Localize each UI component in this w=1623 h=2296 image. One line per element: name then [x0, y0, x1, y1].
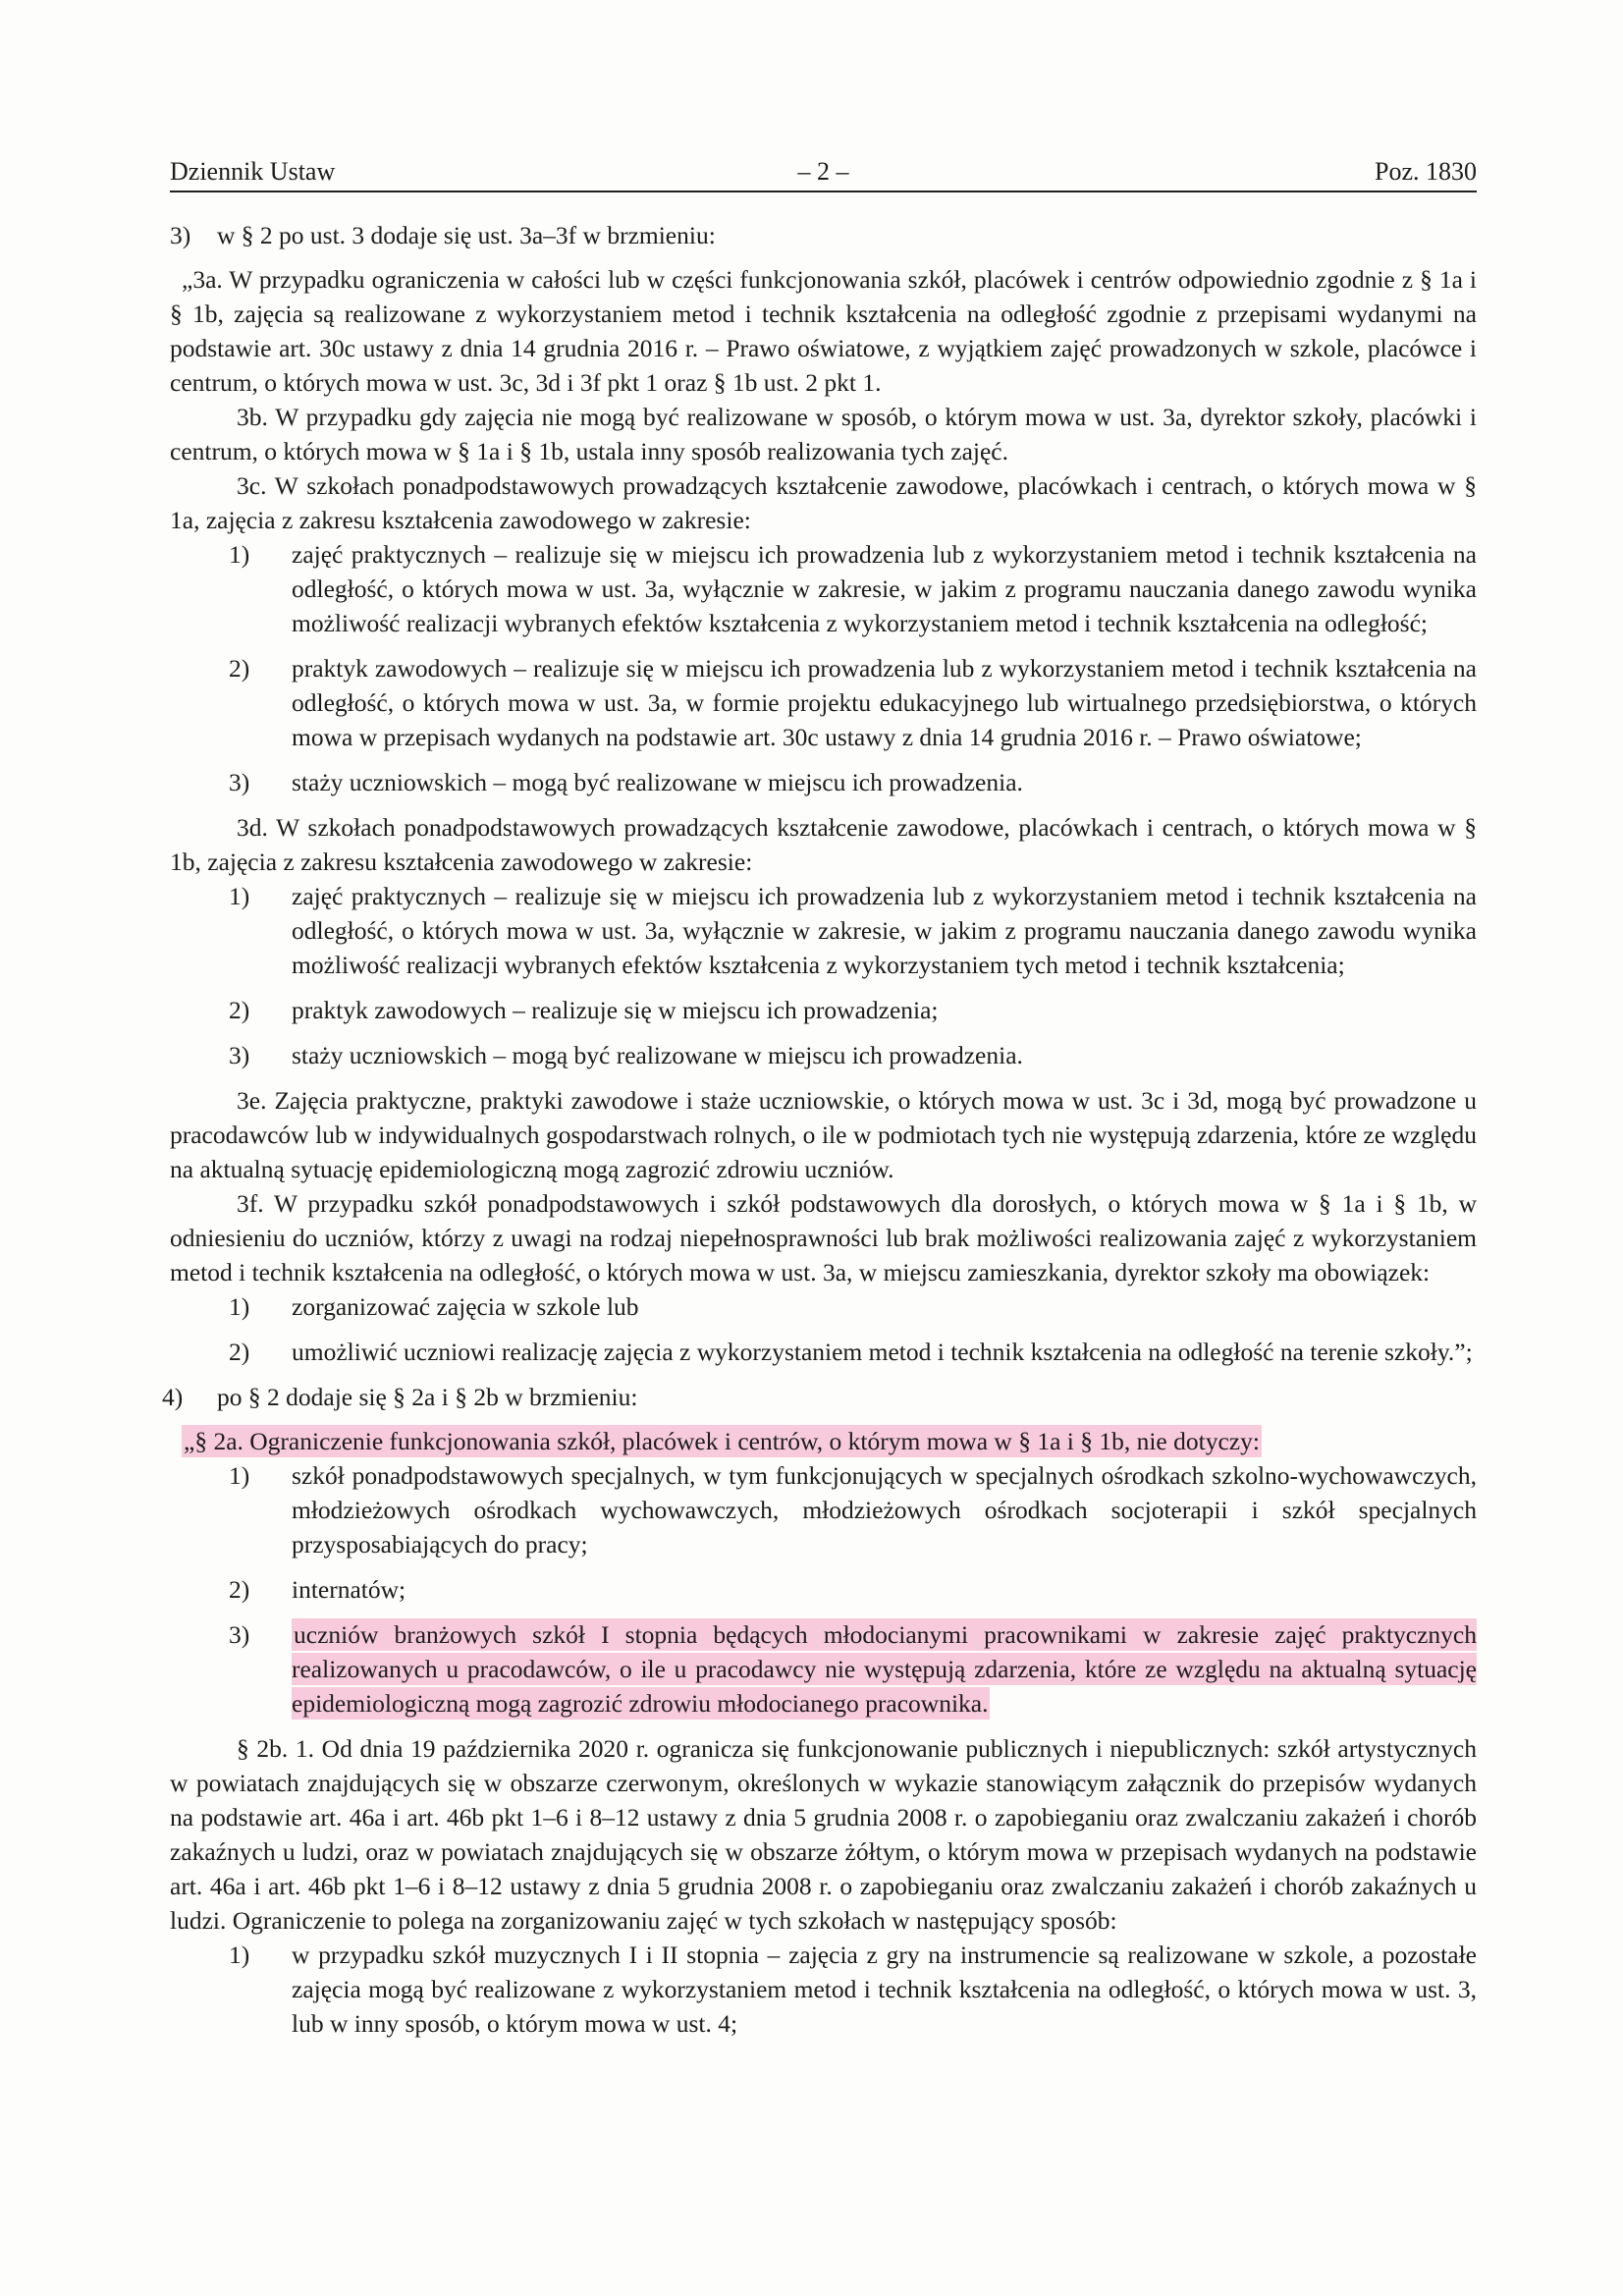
document-body	[162, 218, 1477, 2051]
list-item: 2) internatów;	[229, 1575, 406, 1604]
paragraph-3c: 3c. W szkołach ponadpodstawowych prowadzących kształcenie zawodowe, placówkach i centrach, o których mowa w § 1a, zajęcia z zakresu kształcenia zawodowego w zakresie:	[170, 471, 1477, 534]
position-number: Poz. 1830	[1375, 157, 1477, 186]
paragraph-3d: 3d. W szkołach ponadpodstawowych prowadzących kształcenie zawodowe, placówkach i centrach, o których mowa w § 1b, zajęcia z zakresu kształcenia zawodowego w zakresie:	[170, 813, 1477, 876]
list-item: 1) zajęć praktycznych – realizuje się w miejscu ich prowadzenia lub z wykorzystaniem metod i technik kształcenia na odległość, o których mowa w ust. 3a, wyłącznie w zakresie, w jakim z programu nauczania danego zawodu wynika możliwość realizacji wybranych efektów kształcenia z wykorzystaniem metod i technik kształcenia na odległość;	[229, 540, 1477, 637]
list-item: 3) staży uczniowskich – mogą być realizowane w miejscu ich prowadzenia.	[229, 768, 1023, 796]
list-item: 1) szkół ponadpodstawowych specjalnych, w tym funkcjonujących w specjalnych ośrodkach szkolno-wychowawczych, młodzieżowych ośrodkach wychowawczych, młodzieżowych ośrodkach socjoterapii i szkół specjalnych przysposabiających do pracy;	[229, 1461, 1477, 1558]
page-number: – 2 –	[797, 157, 849, 186]
page-header	[170, 151, 1477, 192]
item-3: 3) w § 2 po ust. 3 dodaje się ust. 3a–3f w brzmieniu:	[170, 221, 716, 249]
paragraph-2a	[170, 1424, 1477, 1458]
list-item: 1) zorganizować zajęcia w szkole lub	[229, 1292, 639, 1321]
paragraph-3a: „3a. W przypadku ograniczenia w całości lub w części funkcjonowania szkół, placówek i centrów odpowiednio zgodnie z § 1a i § 1b, zajęcia są realizowane z wykorzystaniem metod i technik kształcenia na odległość zgodnie z przepisami wydanymi na podstawie art. 30c ustawy z dnia 14 grudnia 2016 r. – Prawo oświatowe, z wyjątkiem zajęć prowadzonych w szkole, placówce i centrum, o których mowa w ust. 3c, 3d i 3f pkt 1 oraz § 1b ust. 2 pkt 1.	[170, 265, 1477, 397]
highlighted-text: uczniów branżowych szkół I stopnia będących młodocianymi pracownikami w zakresie zajęć praktycznych realizowanych u pracodawców, o ile u pracodawcy nie występują zdarzenia, które ze względu na aktualną sytuację epidemiologiczną mogą zagrozić zdrowiu młodocianego pracownika.	[292, 1620, 1477, 1718]
highlighted-text: „§ 2a. Ograniczenie funkcjonowania szkół, placówek i centrów, o którym mowa w § 1a i § 1b, nie dotyczy:	[184, 1427, 1260, 1455]
item-4: 4) po § 2 dodaje się § 2a i § 2b w brzmieniu:	[162, 1383, 638, 1411]
list-item: 2) praktyk zawodowych – realizuje się w miejscu ich prowadzenia lub z wykorzystaniem metod i technik kształcenia na odległość, o których mowa w ust. 3a, w formie projektu edukacyjnego lub wirtualnego przedsiębiorstwa, o których mowa w przepisach wydanych na podstawie art. 30c ustawy z dnia 14 grudnia 2016 r. – Prawo oświatowe;	[229, 654, 1477, 751]
list-item: 1) zajęć praktycznych – realizuje się w miejscu ich prowadzenia lub z wykorzystaniem metod i technik kształcenia na odległość, o których mowa w ust. 3a, wyłącznie w zakresie, w jakim z programu nauczania danego zawodu wynika możliwość realizacji wybranych efektów kształcenia z wykorzystaniem tych metod i technik kształcenia;	[229, 882, 1477, 979]
list-item: 3) uczniów branżowych szkół I stopnia będących młodocianymi pracownikami w zakresie zajęć praktycznych realizowanych u pracodawców, o ile u pracodawcy nie występują zdarzenia, które ze względu na aktualną sytuację epidemiologiczną mogą zagrozić zdrowiu młodocianego pracownika.	[229, 1620, 1477, 1718]
list-item: 2) praktyk zawodowych – realizuje się w miejscu ich prowadzenia;	[229, 996, 939, 1024]
paragraph-2b: § 2b. 1. Od dnia 19 października 2020 r. ogranicza się funkcjonowanie publicznych i niepublicznych: szkół artystycznych w powiatach znajdujących się w obszarze czerwonym, określonych w wykazie stanowiącym załącznik do przepisów wydanych na podstawie art. 46a i art. 46b pkt 1–6 i 8–12 ustawy z dnia 5 grudnia 2008 r. o zapobieganiu oraz zwalczaniu zakażeń i chorób zakaźnych u ludzi, oraz w powiatach znajdujących się w obszarze żółtym, o którym mowa w przepisach wydanych na podstawie art. 46a i art. 46b pkt 1–6 i 8–12 ustawy z dnia 5 grudnia 2008 r. o zapobieganiu oraz zwalczaniu zakażeń i chorób zakaźnych u ludzi. Ograniczenie to polega na zorganizowaniu zajęć w tych szkołach w następujący sposób:	[170, 1734, 1477, 1935]
list-item: 1) w przypadku szkół muzycznych I i II stopnia – zajęcia z gry na instrumencie są realizowane w szkole, a pozostałe zajęcia mogą być realizowane z wykorzystaniem metod i technik kształcenia na odległość, o których mowa w ust. 3, lub w inny sposób, o którym mowa w ust. 4;	[229, 1941, 1477, 2038]
list-item: 2) umożliwić uczniowi realizację zajęcia z wykorzystaniem metod i technik kształcenia na odległość na terenie szkoły.”;	[229, 1338, 1473, 1366]
paragraph-3f: 3f. W przypadku szkół ponadpodstawowych i szkół podstawowych dla dorosłych, o których mowa w § 1a i § 1b, w odniesieniu do uczniów, którzy z uwagi na rodzaj niepełnosprawności lub brak możliwości realizowania zajęć z wykorzystaniem metod i technik kształcenia na odległość, o których mowa w ust. 3a, w miejscu zamieszkania, dyrektor szkoły ma obowiązek:	[170, 1189, 1477, 1286]
list-item: 3) staży uczniowskich – mogą być realizowane w miejscu ich prowadzenia.	[229, 1041, 1023, 1069]
paragraph-3b: 3b. W przypadku gdy zajęcia nie mogą być realizowane w sposób, o którym mowa w ust. 3a, dyrektor szkoły, placówki i centrum, o których mowa w § 1a i § 1b, ustala inny sposób realizowania tych zajęć.	[170, 403, 1477, 465]
journal-name: Dziennik Ustaw	[170, 157, 336, 186]
paragraph-3e: 3e. Zajęcia praktyczne, praktyki zawodowe i staże uczniowskie, o których mowa w ust. 3c i 3d, mogą być prowadzone u pracodawców lub w indywidualnych gospodarstwach rolnych, o ile w podmiotach tych nie występują zdarzenia, które ze względu na aktualną sytuację epidemiologiczną mogą zagrozić zdrowiu uczniów.	[170, 1086, 1477, 1183]
